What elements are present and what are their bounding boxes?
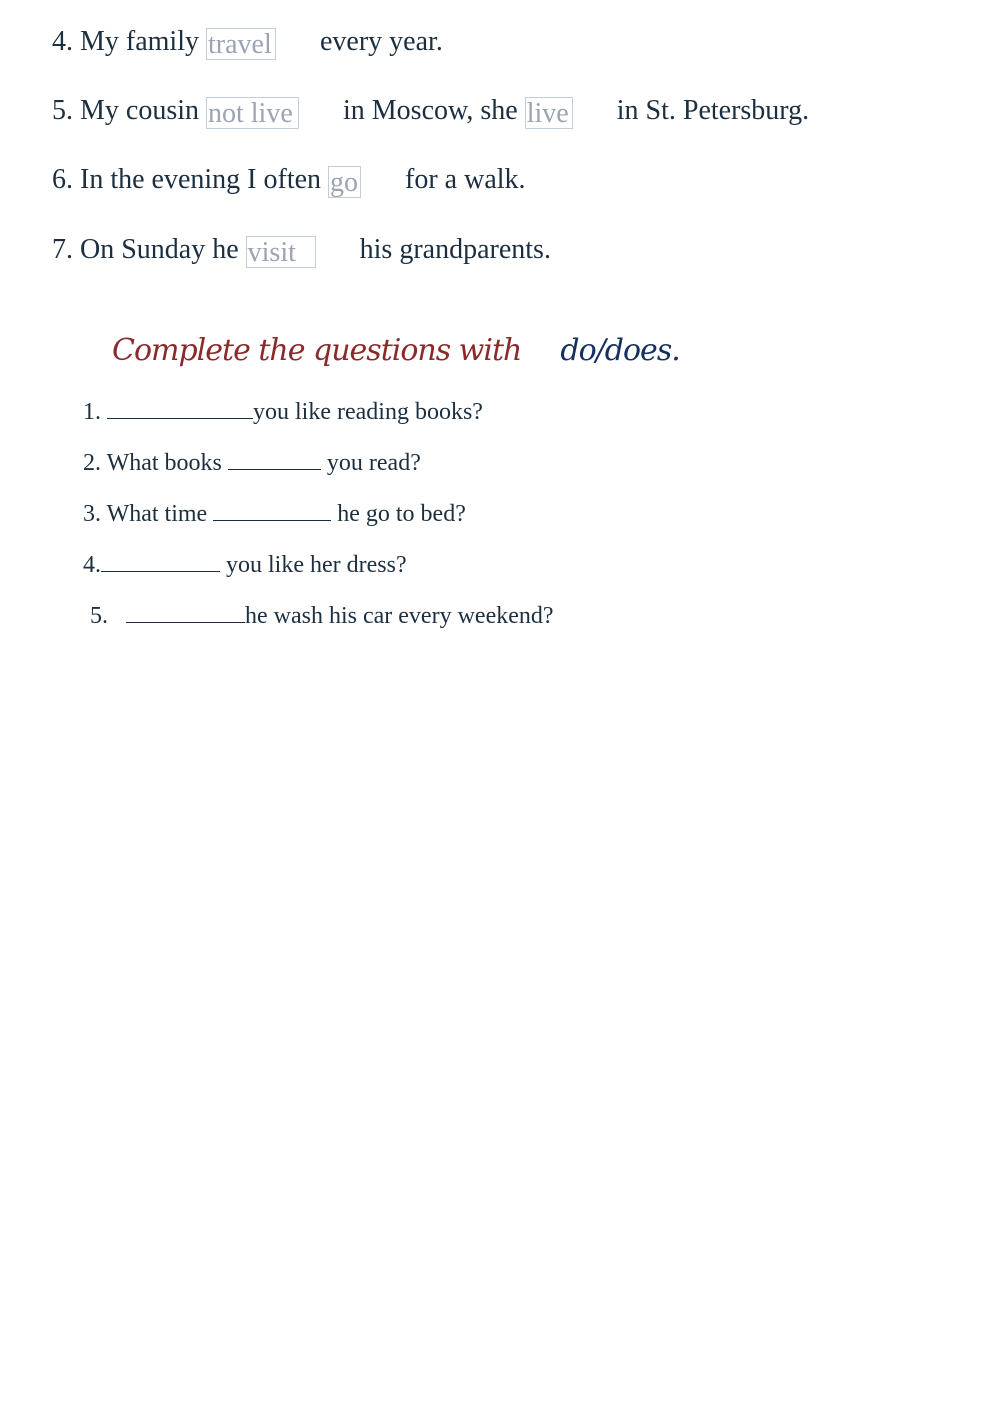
question-text: he go to bed? (337, 501, 466, 527)
item-number: 3. (83, 501, 101, 527)
sentence-text: My family (80, 26, 199, 57)
item-number: 4. (52, 26, 73, 57)
sentence-4 (52, 26, 443, 60)
item-number: 2. (83, 450, 101, 476)
sentence-text: for a walk. (405, 164, 526, 195)
item-number: 5. (52, 95, 73, 126)
answer-blank[interactable] (107, 418, 253, 419)
question-text: What books (106, 450, 222, 476)
answer-blank[interactable] (126, 622, 245, 623)
item-number: 4. (83, 552, 101, 578)
heading-instruction: Complete the questions with (112, 333, 522, 368)
sentence-5 (52, 95, 809, 129)
answer-input[interactable]: visit (246, 236, 316, 268)
sentence-text: every year. (320, 26, 443, 57)
answer-blank[interactable] (228, 469, 321, 470)
sentence-text: his grandparents. (359, 234, 551, 265)
heading-keyword: do/does. (560, 333, 680, 368)
answer-input[interactable]: travel (206, 28, 276, 60)
answer-input[interactable]: live (525, 97, 573, 129)
question-4 (83, 552, 407, 579)
sentence-text: In the evening I often (80, 164, 322, 195)
sentence-text: My cousin (80, 95, 199, 126)
sentence-text: in Moscow, she (343, 95, 518, 126)
sentence-text: in St. Petersburg. (616, 95, 810, 126)
item-number: 5. (90, 603, 108, 629)
question-text: you like her dress? (226, 552, 407, 578)
question-text: What time (106, 501, 208, 527)
answer-input[interactable]: go (328, 166, 361, 198)
sentence-6 (52, 164, 526, 198)
item-number: 1. (83, 399, 101, 425)
sentence-text: On Sunday he (80, 234, 239, 265)
section-heading (112, 333, 680, 368)
question-2 (83, 450, 421, 477)
question-3 (83, 501, 466, 528)
item-number: 7. (52, 234, 73, 265)
question-text: you like reading books? (253, 399, 483, 425)
question-text: you read? (326, 450, 421, 476)
item-number: 6. (52, 164, 73, 195)
answer-input[interactable]: not live (206, 97, 299, 129)
question-text: he wash his car every weekend? (245, 603, 554, 629)
answer-blank[interactable] (101, 571, 220, 572)
answer-blank[interactable] (213, 520, 331, 521)
question-5 (90, 603, 554, 630)
sentence-7 (52, 234, 551, 268)
question-1 (83, 399, 483, 426)
